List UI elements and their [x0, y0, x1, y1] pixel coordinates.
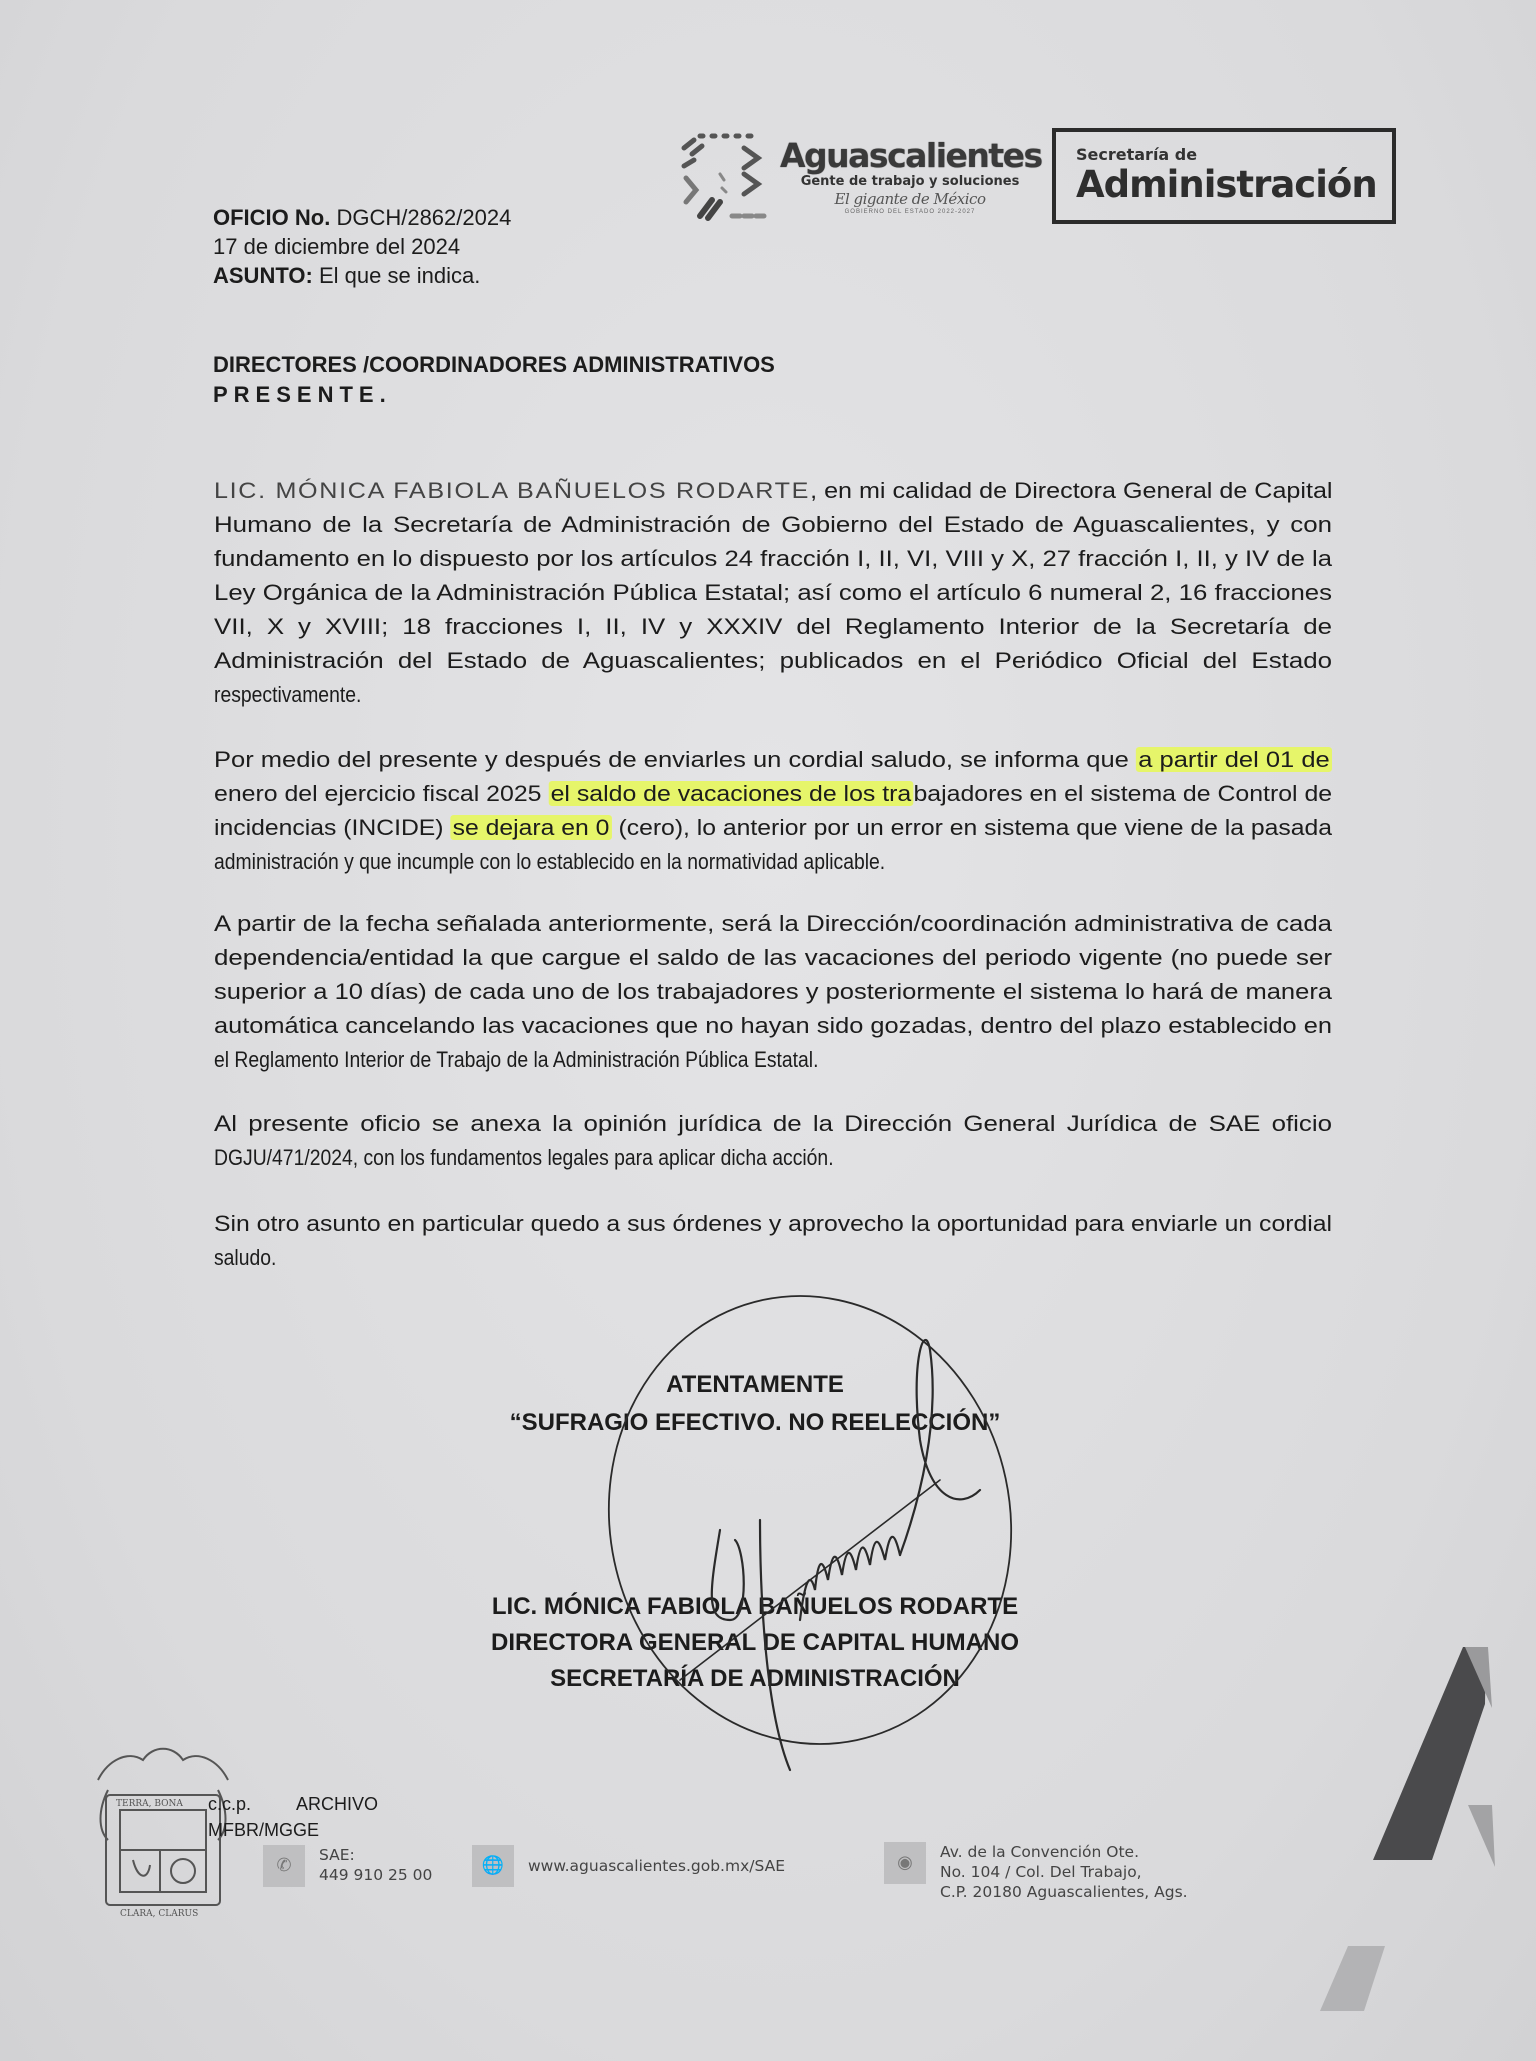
- signer-name-inline: LIC. MÓNICA FABIOLA BAÑUELOS RODARTE: [214, 478, 811, 503]
- asunto-line: [213, 261, 511, 290]
- phone-number: 449 910 25 00: [319, 1866, 433, 1884]
- p2-line-3: incidencias (INCIDE) se dejara en 0 (cero), lo anterior por un error en sistema que viene de la pasada: [214, 815, 1333, 840]
- reference-block: [213, 203, 511, 290]
- signer-title: DIRECTORA GENERAL DE CAPITAL HUMANO: [490, 1629, 1020, 1656]
- p3-line-3: superior a 10 días) de cada uno de los trabajadores y posteriormente el sistema lo hará de manera: [214, 979, 1332, 1004]
- secretaria-line2: Administración: [1076, 163, 1377, 206]
- highlight-set-to-zero: se dejara en 0: [450, 815, 611, 840]
- footer-phone: [263, 1845, 432, 1887]
- p3-line-4: automática cancelando las vacaciones que no hayan sido gozadas, dentro del plazo establecido en: [214, 1013, 1332, 1038]
- brand-tagline: Gente de trabajo y soluciones: [800, 174, 1020, 189]
- cc-block: [208, 1791, 378, 1843]
- handwritten-signature-icon: [560, 1290, 1040, 1790]
- p2-line-4: administración y que incumple con lo establecido en la normatividad aplicable.: [214, 849, 886, 874]
- p3-line-2: dependencia/entidad la que cargue el saldo de las vacaciones del periodo vigente (no puede ser: [214, 945, 1332, 970]
- highlight-date: a partir del 01 de: [1136, 747, 1332, 772]
- oficio-line: [213, 203, 511, 232]
- website-link[interactable]: www.aguascalientes.gob.mx/SAE: [528, 1857, 785, 1875]
- p5-line-1: Sin otro asunto en particular quedo a sus órdenes y aprovecho la oportunidad para enviarle un cordial: [214, 1211, 1332, 1236]
- highlight-vacation-balance: el saldo de vacaciones de los tra: [548, 781, 913, 806]
- brand-script: El gigante de México: [834, 190, 986, 208]
- cc-line: [208, 1791, 378, 1817]
- address-line3: C.P. 20180 Aguascalientes, Ags.: [940, 1883, 1188, 1901]
- phone-label: SAE:: [319, 1846, 355, 1864]
- asunto-label: ASUNTO:: [213, 263, 313, 288]
- paragraph-4: [214, 1107, 1332, 1175]
- p1-line-6: Administración del Estado de Aguascalientes; publicados en el Periódico Oficial del Estado: [214, 648, 1332, 673]
- globe-icon: 🌐: [472, 1845, 514, 1887]
- addressee-line1: DIRECTORES /COORDINADORES ADMINISTRATIVOS: [213, 352, 775, 377]
- date: 17 de diciembre del 2024: [213, 234, 461, 259]
- svg-text:TERRA, BONA: TERRA, BONA: [116, 1799, 183, 1809]
- footer-address: [884, 1842, 1188, 1902]
- p2-line-2: enero del ejercicio fiscal 2025 el saldo de vacaciones de los trabajadores en el sistema de Control de: [214, 781, 1333, 806]
- p3-line-1: A partir de la fecha señalada anteriormente, será la Dirección/coordinación administrativa de cada: [214, 911, 1332, 936]
- aguascalientes-logo-mark-icon: [678, 130, 770, 224]
- paragraph-5: [214, 1207, 1332, 1275]
- cc-label: c.c.p.: [208, 1794, 252, 1814]
- paragraph-3: [214, 907, 1332, 1077]
- address-line2: No. 104 / Col. Del Trabajo,: [940, 1863, 1142, 1881]
- p5-line-2: saludo.: [214, 1245, 277, 1270]
- oficio-label: OFICIO No.: [213, 205, 331, 230]
- signer-block: [430, 1589, 1080, 1697]
- p1-line-1: LIC. MÓNICA FABIOLA BAÑUELOS RODARTE, en mi calidad de Directora General de Capital: [214, 478, 1333, 503]
- signer-org: SECRETARÍA DE ADMINISTRACIÓN: [550, 1665, 960, 1692]
- p4-line-2: DGJU/471/2024, con los fundamentos legales para aplicar dicha acción.: [214, 1145, 834, 1170]
- addressee-line2: PRESENTE.: [213, 382, 392, 407]
- initials: MFBR/MGGE: [208, 1820, 319, 1840]
- decorative-a-shape-icon: [1310, 1630, 1530, 2050]
- paragraph-2: [214, 743, 1332, 879]
- salutation: ATENTAMENTE: [666, 1371, 844, 1398]
- p4-line-1: Al presente oficio se anexa la opinión jurídica de la Dirección General Jurídica de SAE oficio: [214, 1111, 1332, 1136]
- cc-value: ARCHIVO: [296, 1794, 379, 1814]
- footer-website: [472, 1845, 785, 1887]
- p2-line-1: Por medio del presente y después de enviarles un cordial saludo, se informa que a partir del 01 de: [214, 743, 1332, 777]
- brand-name: Aguascalientes: [780, 136, 1042, 175]
- p1-line-5: VII, X y XVIII; 18 fracciones I, II, IV y XXXIV del Reglamento Interior de la Secretaría de: [214, 614, 1332, 639]
- aguascalientes-brand: [780, 138, 1040, 216]
- asunto-value: El que se indica.: [318, 263, 481, 288]
- motto: “SUFRAGIO EFECTIVO. NO REELECCIÓN”: [509, 1409, 1001, 1436]
- p1-line-7: respectivamente.: [214, 682, 362, 707]
- addressee-block: [213, 350, 775, 410]
- p3-line-5: el Reglamento Interior de Trabajo de la Administración Pública Estatal.: [214, 1047, 819, 1072]
- secretaria-logo-box: [1052, 128, 1396, 224]
- phone-icon: ✆: [263, 1845, 305, 1887]
- p1-line-2: Humano de la Secretaría de Administración de Gobierno del Estado de Aguascalientes, y con: [214, 512, 1332, 537]
- signer-name: LIC. MÓNICA FABIOLA BAÑUELOS RODARTE: [491, 1593, 1019, 1620]
- secretaria-line1: Secretaría de: [1076, 145, 1198, 164]
- location-pin-icon: ◉: [884, 1842, 926, 1884]
- oficio-number: DGCH/2862/2024: [336, 205, 512, 230]
- brand-small-print: GOBIERNO DEL ESTADO 2022-2027: [844, 209, 976, 215]
- svg-text:CLARA, CLARUS: CLARA, CLARUS: [120, 1909, 199, 1919]
- p1-line-4: Ley Orgánica de la Administración Pública Estatal; así como el artículo 6 numeral 2, 16 fracciones: [214, 580, 1332, 605]
- address-line1: Av. de la Convención Ote.: [940, 1843, 1140, 1861]
- p1-line-3: fundamento en lo dispuesto por los artículos 24 fracción I, II, VI, VIII y X, 27 fracción I, II, y IV de la: [214, 546, 1332, 571]
- paragraph-1: [214, 474, 1332, 712]
